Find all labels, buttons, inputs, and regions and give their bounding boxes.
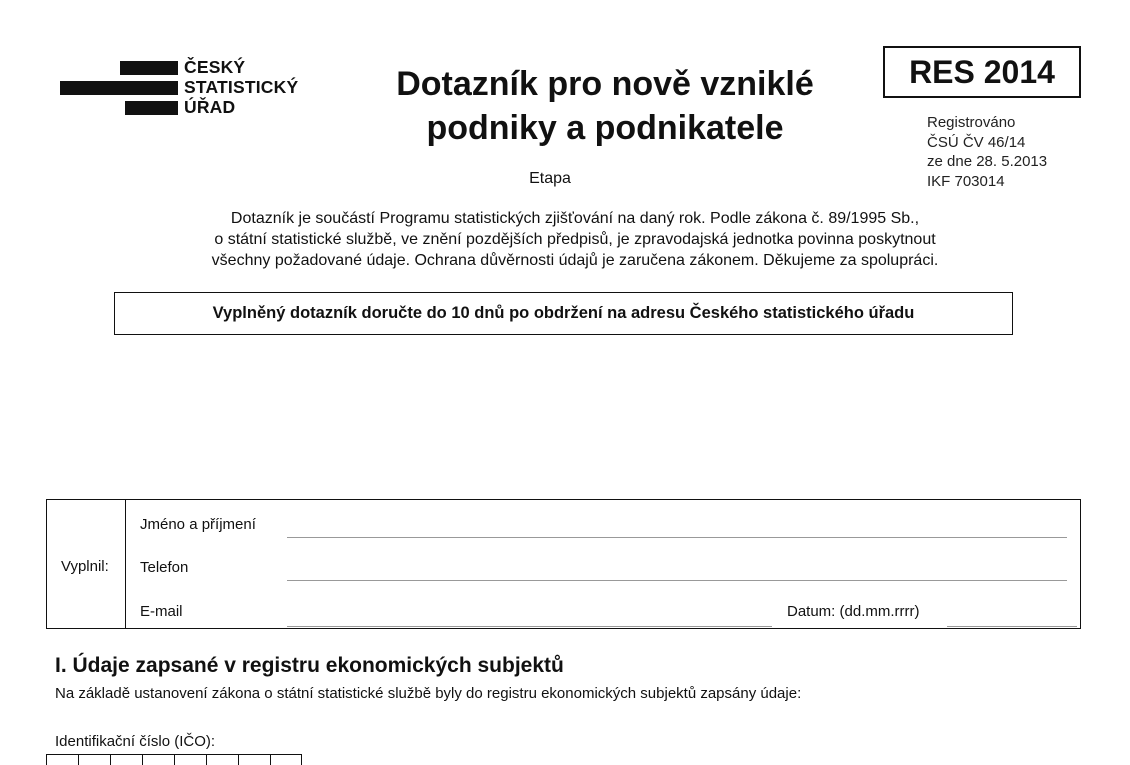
intro-line-1: Dotazník je součástí Programu statistických zjišťování na daný rok. Podle zákona č. 89/1995 Sb.,	[230, 210, 920, 227]
form-code: RES 2014	[909, 53, 1055, 90]
filled-by-label: Vyplnil:	[61, 558, 109, 575]
logo-bar-top	[120, 61, 178, 75]
section-1-title: I. Údaje zapsané v registru ekonomických subjektů	[55, 654, 564, 677]
section-1-description: Na základě ustanovení zákona o státní statistické službě byly do registru ekonomických subjektů zapsány údaje:	[55, 685, 802, 702]
form-code-box	[883, 46, 1081, 98]
phone-field[interactable]	[287, 580, 1067, 581]
logo-line-2: STATISTICKÝ	[184, 77, 299, 97]
registration-line-4: IKF 703014	[927, 172, 1005, 190]
logo-line-1: ČESKÝ	[184, 57, 246, 77]
email-label: E-mail	[140, 603, 183, 620]
intro-line-3: všechny požadované údaje. Ochrana důvěrnosti údajů je zaručena zákonem. Děkujeme za spolupráci.	[211, 252, 939, 269]
delivery-notice: Vyplněný dotazník doručte do 10 dnů po obdržení na adresu Českého statistického úřadu	[212, 304, 915, 322]
logo-line-3: ÚŘAD	[184, 97, 236, 117]
registration-line-3: ze dne 28. 5.2013	[927, 153, 1048, 170]
title-line-2: podniky a podnikatele	[426, 109, 784, 147]
email-field[interactable]	[287, 626, 772, 627]
filled-by-divider	[125, 500, 126, 628]
logo-text	[184, 57, 298, 117]
logo-bar-middle	[60, 81, 178, 95]
logo-bar-bottom	[125, 101, 178, 115]
intro-line-2: o státní statistické službě, ve znění pozdějších předpisů, je zpravodajská jednotka povinna poskytnout	[214, 231, 936, 248]
intro-paragraph	[80, 208, 1070, 271]
date-label: Datum: (dd.mm.rrrr)	[787, 603, 920, 620]
registration-line-1: Registrováno	[927, 114, 1016, 131]
name-field[interactable]	[287, 537, 1067, 538]
name-label: Jméno a příjmení	[140, 516, 256, 533]
phone-label: Telefon	[140, 559, 189, 576]
registration-line-2: ČSÚ ČV 46/14	[927, 133, 1026, 151]
title-line-1: Dotazník pro nově vzniklé	[396, 65, 814, 103]
ico-input-grid[interactable]	[46, 754, 302, 765]
stage-label: Etapa	[529, 170, 571, 187]
date-field[interactable]	[947, 626, 1077, 627]
filled-by-table	[46, 499, 1081, 629]
document-title	[330, 62, 880, 150]
registration-info	[927, 113, 1047, 191]
delivery-notice-box	[114, 292, 1013, 335]
ico-label: Identifikační číslo (IČO):	[55, 733, 216, 750]
